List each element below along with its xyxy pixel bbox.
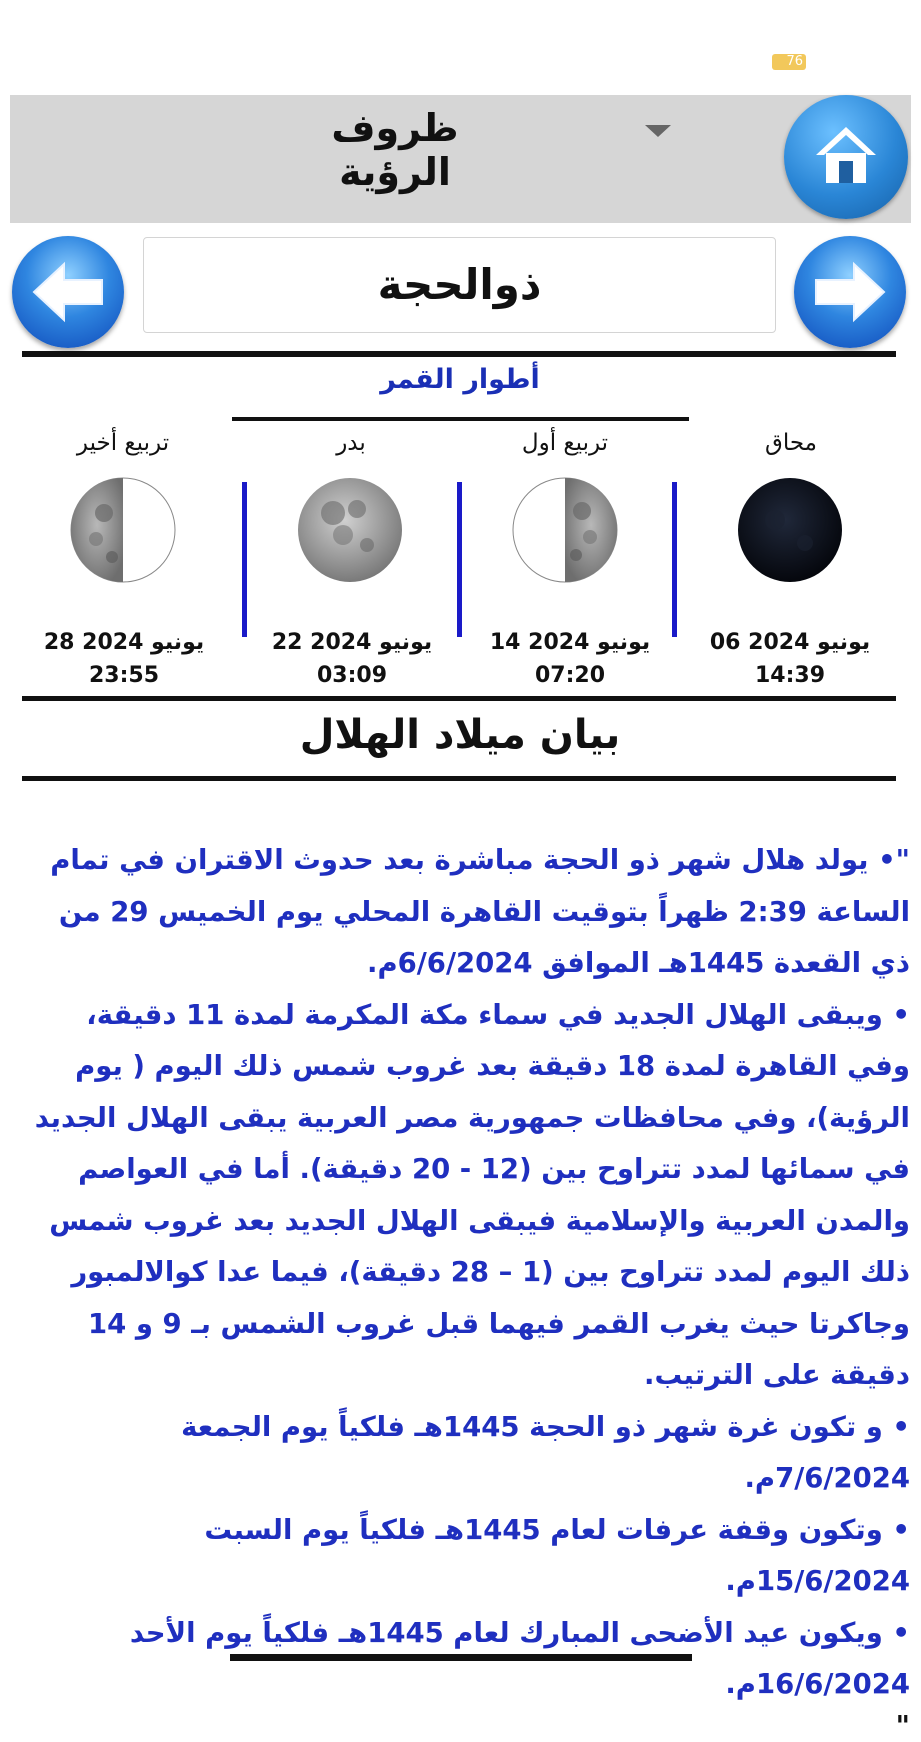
statement-paragraph: • و تكون غرة شهر ذو الحجة 1445هـ فلكياً يوم الجمعة 7/6/2024م. (181, 1410, 910, 1494)
month-name: ذوالحجة (143, 237, 776, 333)
phase-datetime-last-quarter (24, 626, 224, 692)
phase-time: 23:55 (88, 663, 160, 688)
phase-label-full-moon: بدر (336, 430, 366, 456)
next-month-button[interactable] (794, 236, 906, 348)
phase-time: 14:39 (754, 663, 826, 688)
phase-date: 06 يونيو 2024 (709, 630, 871, 655)
phase-date: 22 يونيو 2024 (271, 630, 433, 655)
divider-phases-title (232, 417, 689, 421)
home-icon (814, 123, 878, 187)
phase-label-last-quarter: تربيع أخير (76, 430, 170, 456)
home-button[interactable] (784, 95, 908, 219)
phase-label-new-moon: محاق (764, 430, 818, 456)
phase-separator (242, 482, 247, 637)
divider-top (22, 351, 896, 357)
statement-paragraph: • ويبقى الهلال الجديد في سماء مكة المكرمة لمدة 11 دقيقة، وفي القاهرة لمدة 18 دقيقة بعد غروب شمس ذلك اليوم ( يوم الرؤية)، وفي محافظات جمهورية مصر العربية يبقى الهلال الجديد في سمائها لمدد تتراوح بين (12 - 20 دقيقة). أما في العواصم والمدن العربية والإسلامية فيبقى الهلال الجديد بعد غروب شمس ذلك اليوم لمدد تتراوح بين (1 – 28 دقيقة)، فيما عدا كوالالمبور وجاكرتا حيث يغرب القمر فيهما قبل غروب الشمس بـ 9 و 14 دقيقة على الترتيب. (34, 998, 910, 1391)
crescent-statement-body (22, 835, 910, 1741)
phase-time: 03:09 (316, 663, 388, 688)
statement-paragraph: • وتكون وقفة عرفات لعام 1445هـ فلكياً يوم السبت 15/6/2024م. (204, 1513, 910, 1597)
previous-month-button[interactable] (12, 236, 124, 348)
battery-indicator: 76 (772, 54, 806, 70)
divider-after-title (22, 776, 896, 781)
phase-datetime-first-quarter (470, 626, 670, 692)
first-quarter-moon-icon (510, 475, 620, 585)
phase-label-first-quarter: تربيع أول (521, 430, 609, 456)
statement-paragraph: • ويكون عيد الأضحى المبارك لعام 1445هـ فلكياً يوم الأحد 16/6/2024م. (129, 1616, 910, 1700)
phase-time: 07:20 (534, 663, 606, 688)
section-dropdown[interactable]: ظروف الرؤية (331, 106, 459, 194)
phase-datetime-full-moon (252, 626, 452, 692)
arrow-right-icon (810, 258, 890, 326)
full-moon-icon (295, 475, 405, 585)
statement-paragraph: " (895, 1709, 910, 1742)
phase-date: 14 يونيو 2024 (489, 630, 651, 655)
crescent-statement-title: بيان ميلاد الهلال (299, 712, 621, 758)
dropdown-arrow-icon[interactable] (645, 125, 671, 137)
last-quarter-moon-icon (68, 475, 178, 585)
bottom-handle (230, 1654, 692, 1661)
phase-separator (672, 482, 677, 637)
statement-paragraph: "• يولد هلال شهر ذو الحجة مباشرة بعد حدوث الاقتران في تمام الساعة 2:39 ظهراً بتوقيت القاهرة المحلي يوم الخميس 29 من ذي القعدة 1445هـ الموافق 6/6/2024م. (50, 844, 910, 979)
new-moon-icon (735, 475, 845, 585)
phase-date: 28 يونيو 2024 (43, 630, 205, 655)
phase-separator (457, 482, 462, 637)
arrow-left-icon (28, 258, 108, 326)
moon-phases-title: أطوار القمر (380, 364, 540, 395)
divider-after-phases (22, 696, 896, 701)
phase-datetime-new-moon (690, 626, 890, 692)
